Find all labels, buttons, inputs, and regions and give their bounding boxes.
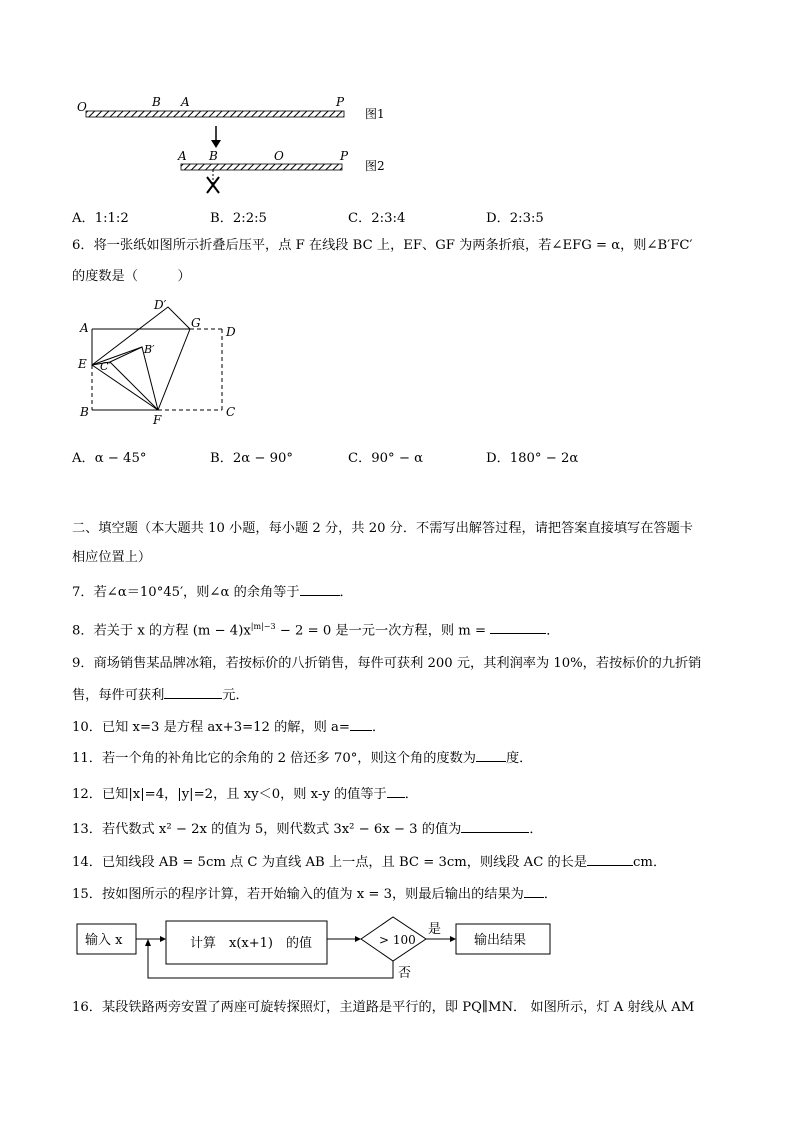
q6-option-c: C．90° − α xyxy=(348,451,423,466)
q13-end: ． xyxy=(529,822,543,837)
q13-answer-blank[interactable] xyxy=(461,819,529,833)
fold-label-G: G xyxy=(191,316,201,330)
q13-text: 13．若代数式 x² − 2x 的值为 5，则代数式 3x² − 6x − 3 的值为 xyxy=(72,822,462,837)
q14-text: 14．已知线段 AB = 5cm 点 C 为直线 AB 上一点，且 BC = 3cm，则线段 AC 的长是 xyxy=(72,855,588,870)
q15-end: ． xyxy=(543,887,558,902)
label-A-bottom: A xyxy=(178,149,187,163)
q16: 16．某段铁路两旁安置了两座可旋转探照灯，主道路是平行的，即 PQ∥MN． 如图所示，灯 A 射线从 AM xyxy=(72,1000,695,1015)
q8-exponent: |m|−3 xyxy=(250,622,276,631)
q9-line2 xyxy=(72,685,249,705)
q10-text: 10．已知 x=3 是方程 ax+3=12 的解，则 a= xyxy=(72,720,350,735)
q11-text: 11．若一个角的补角比它的余角的 2 倍还多 70°，则这个角的度数为 xyxy=(72,751,476,766)
scissors-icon xyxy=(207,170,219,193)
q8-text: 8．若关于 x 的方程 (m − 4)x xyxy=(72,623,251,639)
q8 xyxy=(72,618,559,640)
fold-label-D: D xyxy=(226,325,236,339)
caption-fig2: 图2 xyxy=(365,159,385,173)
q13 xyxy=(72,819,543,839)
q6-option-d: D．180° − 2α xyxy=(486,451,579,466)
section2-heading-line1: 二、填空题（本大题共 10 小题，每小题 2 分，共 20 分．不需写出解答过程，请把答案直接填写在答题卡 xyxy=(72,521,693,536)
label-P-bottom: P xyxy=(340,149,349,163)
q8-text2: − 2 = 0 是一元一次方程，则 m = xyxy=(275,623,491,639)
arrow-right-icon-2 xyxy=(355,936,361,942)
q14-answer-blank[interactable] xyxy=(587,852,633,866)
label-O-top: O xyxy=(77,100,87,114)
fold-label-C-prime: C′ xyxy=(100,360,111,373)
q14-end: cm． xyxy=(633,855,667,870)
fold-label-E: E xyxy=(78,357,87,371)
q15 xyxy=(72,884,557,904)
arrow-right-icon-3 xyxy=(450,936,456,942)
flow-input-text: 输入 x xyxy=(85,933,123,948)
label-A-top: A xyxy=(181,95,190,109)
caption-fig1: 图1 xyxy=(365,107,385,121)
q15-text: 15．按如图所示的程序计算，若开始输入的值为 x = 3，则最后输出的结果为 xyxy=(72,887,524,902)
flow-condition-text: > 100 xyxy=(379,933,416,947)
q12 xyxy=(72,784,418,804)
fold-label-F: F xyxy=(153,413,162,427)
down-arrow-icon xyxy=(211,140,221,148)
fold-label-C: C xyxy=(226,405,236,419)
fold-label-B-prime: B′ xyxy=(144,343,155,356)
label-B-bottom: B xyxy=(209,149,218,163)
q9-line1: 9．商场销售某品牌冰箱，若按标价的八折销售，每件可获利 200 元，其利润率为 10%，若按标价的九折销 xyxy=(72,656,702,671)
flow-output-text: 输出结果 xyxy=(474,933,527,948)
q6-option-a: A．α − 45° xyxy=(72,451,147,466)
q11-answer-blank[interactable] xyxy=(476,748,506,762)
fold-figure xyxy=(0,290,300,430)
label-O-bottom: O xyxy=(274,149,284,163)
label-B-top: B xyxy=(152,95,161,109)
q10-answer-blank[interactable] xyxy=(350,717,372,731)
flow-no-label: 否 xyxy=(398,966,412,981)
q11 xyxy=(72,748,532,768)
q12-answer-blank[interactable] xyxy=(387,784,405,798)
q10 xyxy=(72,717,385,737)
q10-end: ． xyxy=(371,720,386,735)
segment-figure xyxy=(0,0,794,200)
arrow-up-icon xyxy=(145,939,151,946)
q8-end: ． xyxy=(546,623,560,639)
q9-text: 售，每件可获利 xyxy=(72,688,165,703)
q7 xyxy=(72,582,353,602)
flow-yes-label: 是 xyxy=(428,922,442,937)
q14 xyxy=(72,852,666,872)
flow-compute-text: 计算 x(x+1) 的值 xyxy=(190,936,312,951)
q5-option-a: A．1:1:2 xyxy=(72,211,129,226)
q5-option-c: C．2:3:4 xyxy=(348,211,406,226)
segment-ap-bar xyxy=(181,164,342,170)
q6-line2: 的度数是（ ） xyxy=(72,269,191,284)
q12-text: 12．已知|x|=4，|y|=2，且 xy＜0，则 x-y 的值等于 xyxy=(72,787,387,802)
fold-label-D-prime: D′ xyxy=(154,298,167,312)
fold-label-B: B xyxy=(80,405,89,419)
program-flowchart xyxy=(0,910,794,985)
q5-option-d: D．2:3:5 xyxy=(486,211,544,226)
label-P-top: P xyxy=(336,95,345,109)
q11-end: 度． xyxy=(506,751,533,766)
q12-end: ． xyxy=(404,787,418,802)
q15-answer-blank[interactable] xyxy=(524,884,544,898)
q7-text: 7．若∠α＝10°45′，则∠α 的余角等于 xyxy=(72,585,300,600)
q6-line1: 6．将一张纸如图所示折叠后压平，点 F 在线段 BC 上，EF、GF 为两条折痕，若∠EFG = α，则∠B′FC′ xyxy=(72,238,693,253)
arrow-right-icon xyxy=(160,936,166,942)
section2-heading-line2: 相应位置上） xyxy=(72,550,152,565)
q6-option-b: B．2α − 90° xyxy=(210,451,293,466)
q7-answer-blank[interactable] xyxy=(300,582,340,596)
q9-end: 元． xyxy=(222,688,249,703)
q8-answer-blank[interactable] xyxy=(490,620,546,634)
q5-option-b: B．2:2:5 xyxy=(210,211,267,226)
segment-op-bar xyxy=(86,111,344,117)
fold-label-A: A xyxy=(80,321,89,335)
q9-answer-blank[interactable] xyxy=(164,685,222,699)
q7-end: ． xyxy=(339,585,353,600)
